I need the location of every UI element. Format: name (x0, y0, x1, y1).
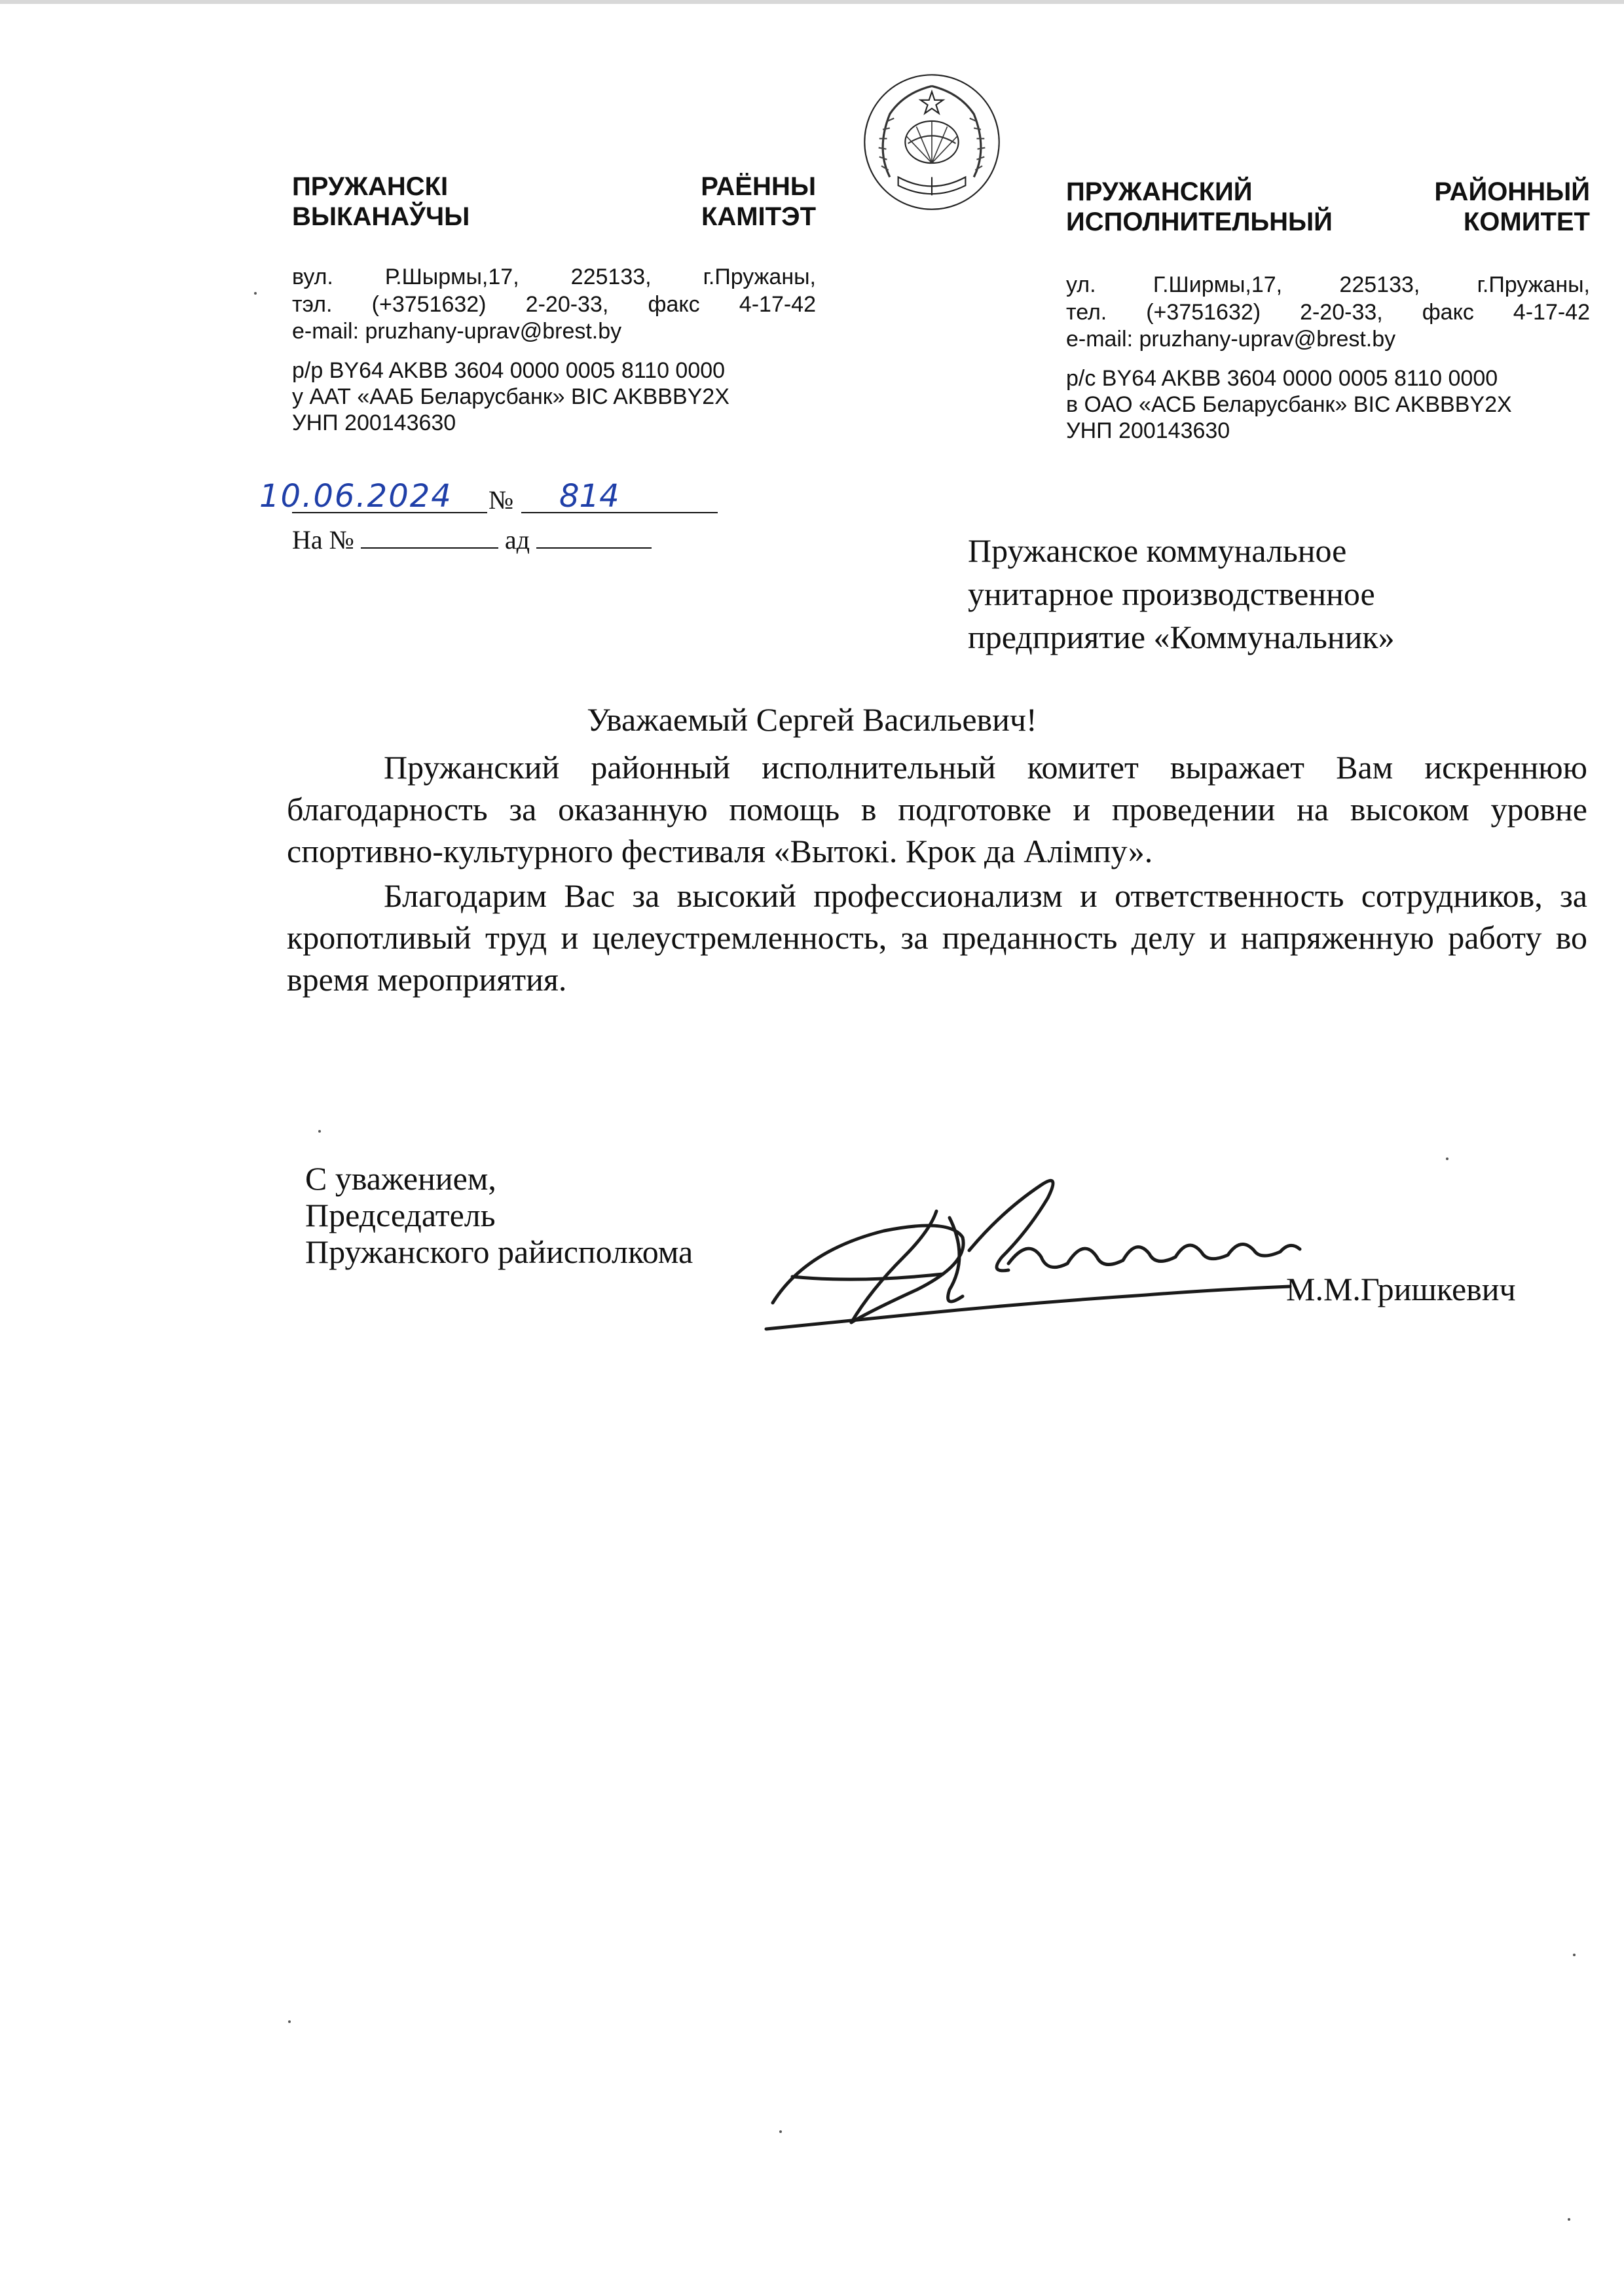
org-name-ru-word2: РАЙОННЫЙ (1434, 177, 1590, 206)
signer-name: М.М.Гришкевич (1286, 1271, 1516, 1307)
bank-block-by (292, 357, 816, 436)
state-emblem-icon (862, 72, 1002, 212)
handwritten-date: 10.06.2024 (259, 478, 452, 515)
paragraph: Благодарим Вас за высокий профессионализм и ответственность сотрудников, за кропотливый труд и целеустремленность, за преданность делу и напряженную работу во время мероприятия. (287, 877, 1587, 998)
bank-name-by: у ААТ «ААБ Беларусбанк» BIC AKBBBY2X (292, 384, 729, 409)
reference-line (292, 524, 718, 563)
scan-speck (779, 2130, 782, 2133)
contact-block-by (292, 263, 816, 318)
signer-organization: Пружанского райисполкома (305, 1233, 693, 1270)
scan-speck (1446, 1157, 1449, 1160)
reference-date-blank (536, 524, 652, 549)
closing-block (305, 1160, 693, 1270)
bank-name-ru: в ОАО «АСБ Беларусбанк» BIC AKBBBY2X (1066, 392, 1512, 417)
reference-from: ад (504, 525, 530, 555)
closing-line: С уважением, (305, 1160, 496, 1197)
org-name-by (292, 172, 816, 232)
org-name-by-word1: ПРУЖАНСКІ (292, 172, 449, 201)
org-name-ru (1066, 177, 1590, 237)
contact-block-ru (1066, 271, 1590, 326)
handwritten-number: 814 (559, 478, 619, 515)
reference-prefix: На № (292, 525, 354, 555)
bank-block-ru (1066, 365, 1590, 444)
number-underline (521, 512, 718, 513)
phone-by: тэл. (+3751632) 2-20-33, факс 4-17-42 (292, 292, 816, 317)
scan-speck (254, 292, 257, 295)
unp-ru: УНП 200143630 (1066, 418, 1230, 443)
recipient-line: унитарное производственное (968, 575, 1375, 612)
unp-by: УНП 200143630 (292, 410, 456, 435)
number-sign: № (489, 485, 514, 515)
header-left (292, 172, 816, 436)
org-name-by-word3: ВЫКАНАЎЧЫ (292, 202, 470, 231)
scan-speck (288, 2020, 291, 2023)
scan-speck (1568, 2218, 1570, 2221)
org-name-ru-word3: ИСПОЛНИТЕЛЬНЫЙ (1066, 208, 1333, 236)
paragraph: Пружанский районный исполнительный комитет выражает Вам искреннюю благодарность за оказанную помощь в подготовке и проведении на высоком уровне спортивно-культурного фестиваля «Вытокі. Крок да Алімпу». (287, 749, 1587, 869)
org-name-by-word2: РАЁННЫ (701, 172, 816, 201)
address-ru: ул. Г.Ширмы,17, 225133, г.Пружаны, (1066, 272, 1590, 297)
letter-body (287, 746, 1587, 1000)
greeting: Уважаемый Сергей Васильевич! (587, 701, 1037, 738)
bank-account-ru: р/с BY64 AKBB 3604 0000 0005 8110 0000 (1066, 366, 1498, 391)
recipient-line: Пружанское коммунальное (968, 532, 1347, 569)
header-right (1066, 177, 1590, 444)
page-top-edge (0, 0, 1624, 4)
scan-speck (1573, 1954, 1576, 1956)
recipient-line: предприятие «Коммунальник» (968, 619, 1395, 655)
handwritten-signature (753, 1159, 1342, 1355)
registration-line (259, 470, 718, 516)
reference-number-blank (361, 524, 498, 549)
phone-ru: тел. (+3751632) 2-20-33, факс 4-17-42 (1066, 300, 1590, 325)
org-name-ru-word4: КОМИТЕТ (1463, 208, 1590, 236)
recipient-block (968, 529, 1557, 659)
org-name-by-word4: КАМІТЭТ (701, 202, 816, 231)
date-underline (292, 512, 487, 513)
address-by: вул. Р.Шырмы,17, 225133, г.Пружаны, (292, 264, 816, 289)
org-name-ru-word1: ПРУЖАНСКИЙ (1066, 177, 1253, 206)
scan-speck (318, 1130, 321, 1133)
email-ru: e-mail: pruzhany-uprav@brest.by (1066, 327, 1396, 352)
signer-title: Председатель (305, 1197, 496, 1233)
bank-account-by: р/р BY64 AKBB 3604 0000 0005 8110 0000 (292, 358, 726, 383)
email-by: e-mail: pruzhany-uprav@brest.by (292, 319, 622, 344)
